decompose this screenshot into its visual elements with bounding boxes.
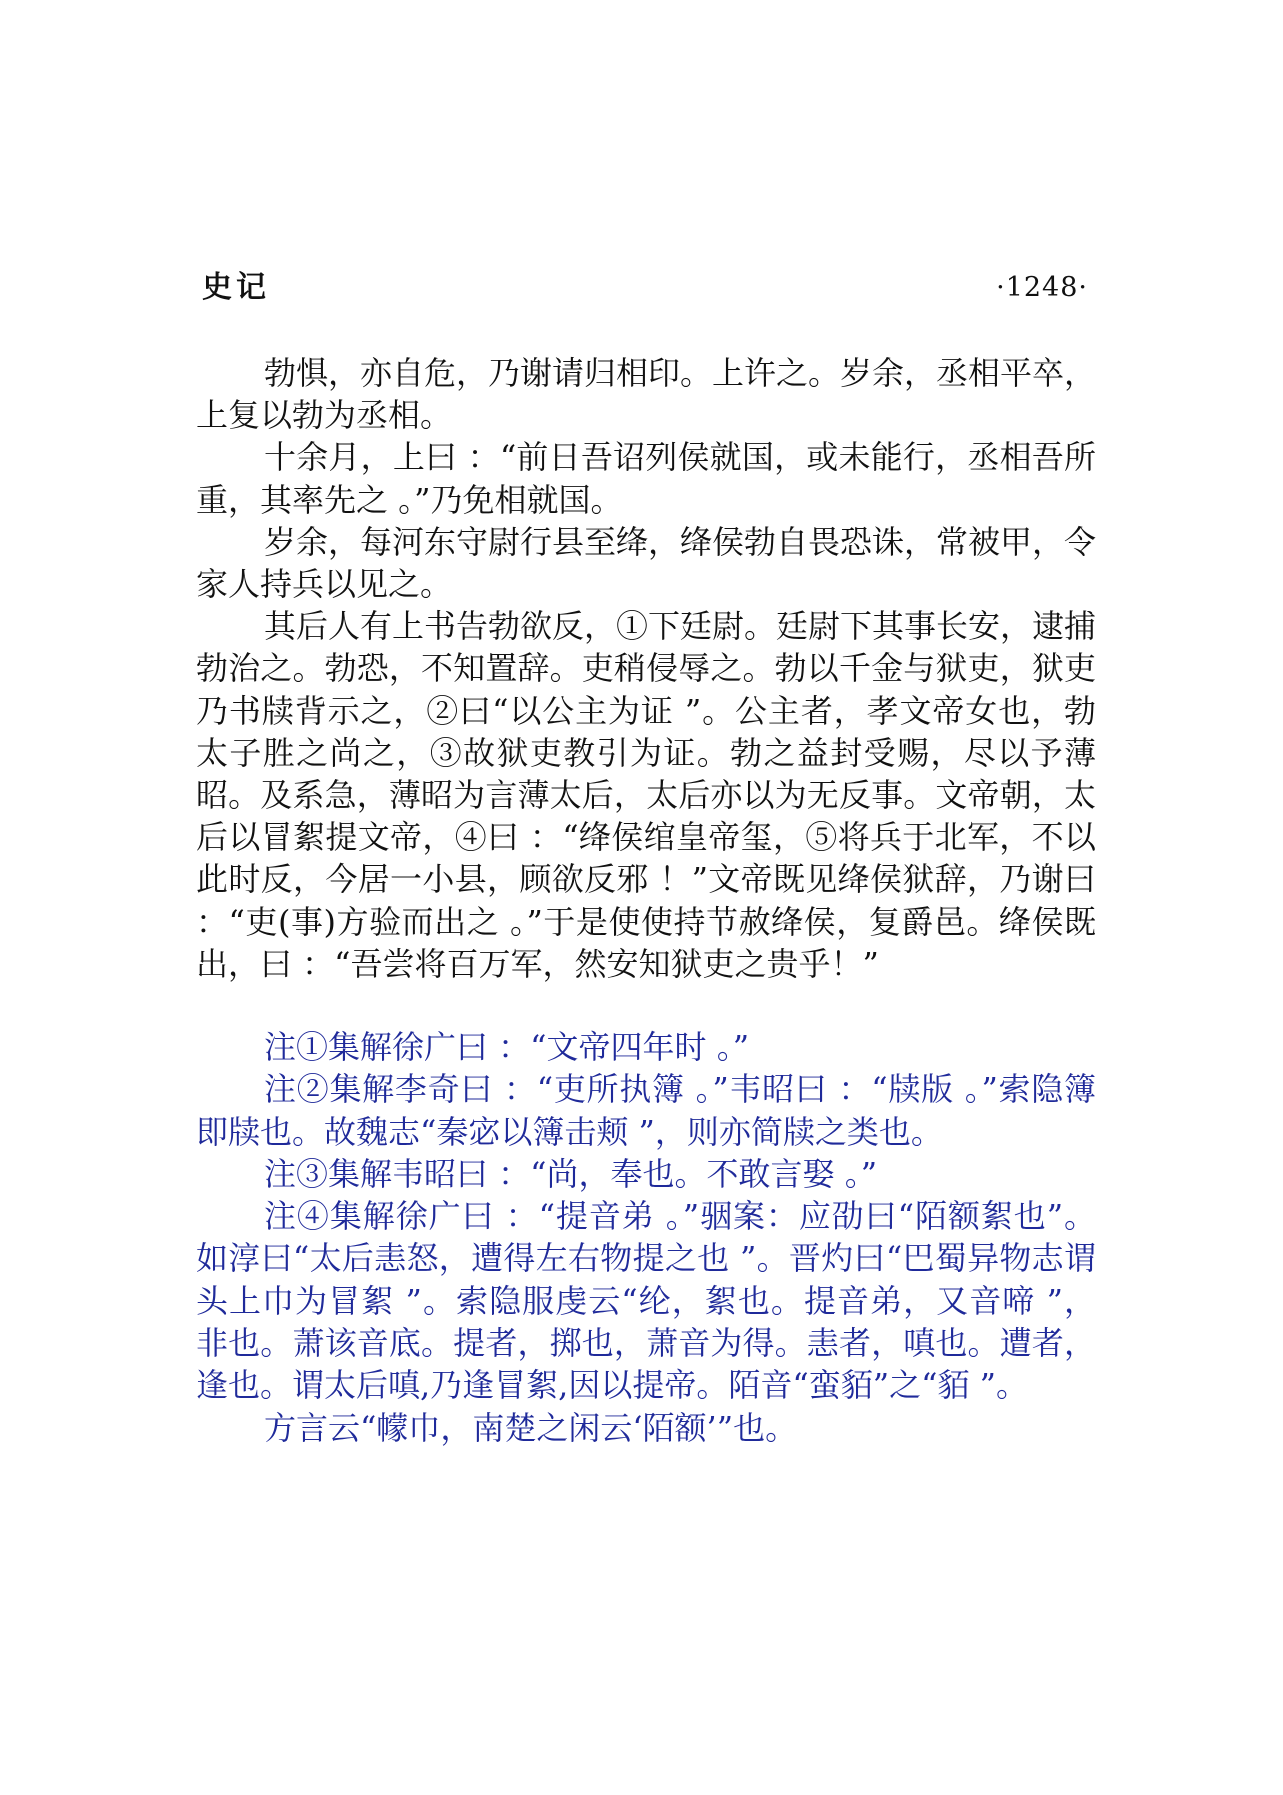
- note-paragraph: 注③集解韦昭曰 ：“尚，奉也。不敢言娶 。”: [264, 1154, 878, 1193]
- note-paragraph: 注②集解李奇曰 ：“吏所执簿 。”韦昭曰 ：“牍版 。”索隐簿即牍也。故魏志“秦宓以簿击颊 ”，则亦简牍之类也。: [196, 1070, 1096, 1151]
- note-paragraph: 方言云“幪巾，南楚之闲云‘陌额’”也。: [264, 1408, 798, 1447]
- note-paragraph: 注④集解徐广曰 ：“提音弟 。”骃案：应劭曰“陌额絮也”。如淳曰“太后恚怒，遭得左右物提之也 ”。晋灼曰“巴蜀异物志谓头上巾为冒絮 ”。索隐服虔云“纶，絮也。提音弟，又音啼 ”，非也。萧该音底。提者，掷也，萧音为得。恚者，嗔也。遭者，逢也。谓太后嗔,乃逢冒絮,因以提帝。陌音“蛮貊”之“貊 ”。: [196, 1197, 1096, 1405]
- main-text: [196, 352, 1096, 985]
- body-paragraph: 岁余，每河东守尉行县至绛，绛侯勃自畏恐诛，常被甲，令家人持兵以见之。: [196, 522, 1097, 604]
- book-title: 史记: [202, 270, 270, 305]
- page-header: [196, 266, 1088, 310]
- note-paragraph: 注①集解徐广曰 ：“文帝四年时 。”: [264, 1028, 750, 1066]
- body-paragraph: 十余月，上曰 ：“前日吾诏列侯就国，或未能行，丞相吾所重，其率先之 。”乃免相就国。: [196, 438, 1096, 519]
- body-paragraph: 其后人有上书告勃欲反，①下廷尉。廷尉下其事长安，逮捕勃治之。勃恐，不知置辞。吏稍侵辱之。勃以千金与狱吏，狱吏乃书牍背示之，②曰“以公主为证 ”。公主者，孝文帝女也，勃太子胜之尚之，③故狱吏教引为证。勃之益封受赐，尽以予薄昭。及系急，薄昭为言薄太后，太后亦以为无反事。文帝朝，太后以冒絮提文帝，④曰 ：“绛侯绾皇帝玺，⑤将兵于北军，不以此时反，今居一小县，顾欲反邪 ！”文帝既见绛侯狱辞，乃谢曰 ：“吏(事)方验而出之 。”于是使使持节赦绛侯，复爵邑。绛侯既出，曰 ：“吾尝将百万军，然安知狱吏之贵乎！”: [196, 607, 1097, 983]
- body-paragraph: 勃惧，亦自危，乃谢请归相印。上许之。岁余，丞相平卒，上复以勃为丞相。: [196, 354, 1097, 435]
- page-number: ·1248·: [996, 272, 1088, 303]
- annotations: [196, 1026, 1096, 1449]
